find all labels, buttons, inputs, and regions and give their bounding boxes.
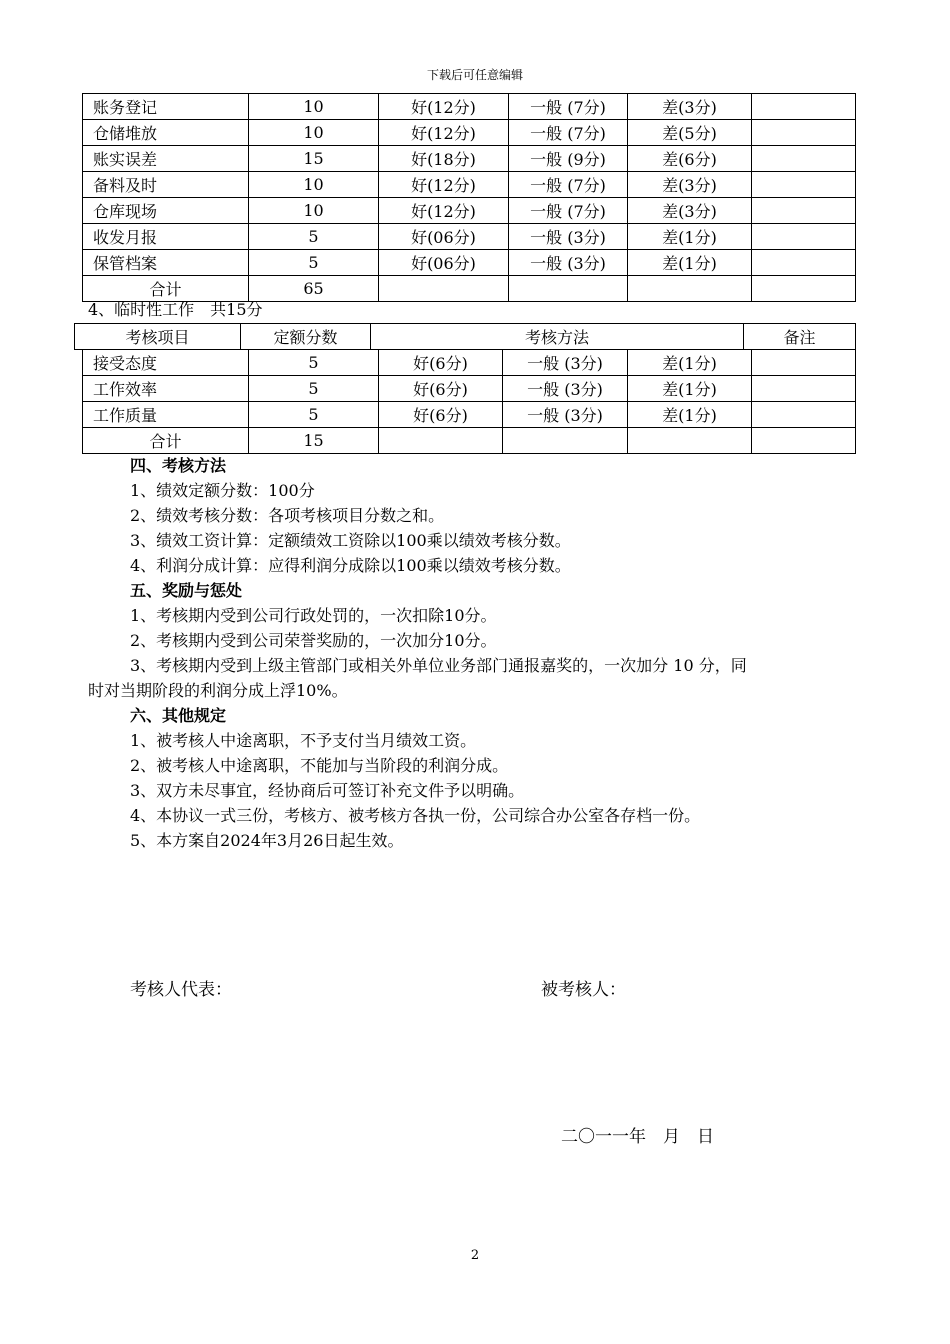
table-row: 账务登记 10 好(12分) 一般 (7分) 差(3分) (83, 94, 856, 120)
method-item: 2、绩效考核分数：各项考核项目分数之和。 (130, 506, 445, 525)
section-title-temporary-work: 4、临时性工作 共15分 (88, 300, 263, 319)
score-table-temporary (82, 349, 856, 454)
section-title-other: 六、其他规定 (130, 706, 227, 725)
table-row: 仓库现场 10 好(12分) 一般 (7分) 差(3分) (83, 198, 856, 224)
reward-item: 2、考核期内受到公司荣誉奖励的，一次加分10分。 (130, 631, 497, 650)
other-item: 3、双方未尽事宜，经协商后可签订补充文件予以明确。 (130, 781, 525, 800)
score-table-warehouse (82, 93, 856, 302)
method-item: 4、利润分成计算：应得利润分成除以100乘以绩效考核分数。 (130, 556, 571, 575)
other-item: 1、被考核人中途离职，不予支付当月绩效工资。 (130, 731, 477, 750)
table-row: 账实误差 15 好(18分) 一般 (9分) 差(6分) (83, 146, 856, 172)
table-row: 仓储堆放 10 好(12分) 一般 (7分) 差(5分) (83, 120, 856, 146)
section-title-method: 四、考核方法 (130, 456, 227, 475)
score-table-temporary-header (74, 323, 856, 350)
table-total-row: 合计 65 (83, 276, 856, 302)
reward-item-continuation: 时对当期阶段的利润分成上浮10%。 (88, 681, 348, 700)
reward-item: 1、考核期内受到公司行政处罚的，一次扣除10分。 (130, 606, 497, 625)
examiner-signature-label: 考核人代表： (130, 980, 232, 1000)
page-header: 下载后可任意编辑 (426, 68, 523, 82)
table-row: 备料及时 10 好(12分) 一般 (7分) 差(3分) (83, 172, 856, 198)
section-title-rewards: 五、奖励与惩处 (130, 581, 243, 600)
table-row: 接受态度 5 好(6分) 一般 (3分) 差(1分) (83, 350, 856, 376)
page-number: 2 (470, 1248, 480, 1263)
other-item: 5、本方案自2024年3月26日起生效。 (130, 831, 404, 850)
signature-date: 二〇一一年 月 日 (561, 1127, 714, 1147)
method-item: 1、绩效定额分数：100分 (130, 481, 315, 500)
table-row: 工作质量 5 好(6分) 一般 (3分) 差(1分) (83, 402, 856, 428)
table-row: 工作效率 5 好(6分) 一般 (3分) 差(1分) (83, 376, 856, 402)
examinee-signature-label: 被考核人： (541, 980, 626, 1000)
method-item: 3、绩效工资计算：定额绩效工资除以100乘以绩效考核分数。 (130, 531, 571, 550)
other-item: 2、被考核人中途离职，不能加与当阶段的利润分成。 (130, 756, 509, 775)
table-header-row: 考核项目 定额分数 考核方法 备注 (75, 324, 856, 350)
table-total-row: 合计 15 (83, 428, 856, 454)
reward-item: 3、考核期内受到上级主管部门或相关外单位业务部门通报嘉奖的，一次加分 10 分，同 (130, 656, 747, 675)
table-row: 收发月报 5 好(06分) 一般 (3分) 差(1分) (83, 224, 856, 250)
table-row: 保管档案 5 好(06分) 一般 (3分) 差(1分) (83, 250, 856, 276)
other-item: 4、本协议一式三份，考核方、被考核方各执一份，公司综合办公室各存档一份。 (130, 806, 701, 825)
